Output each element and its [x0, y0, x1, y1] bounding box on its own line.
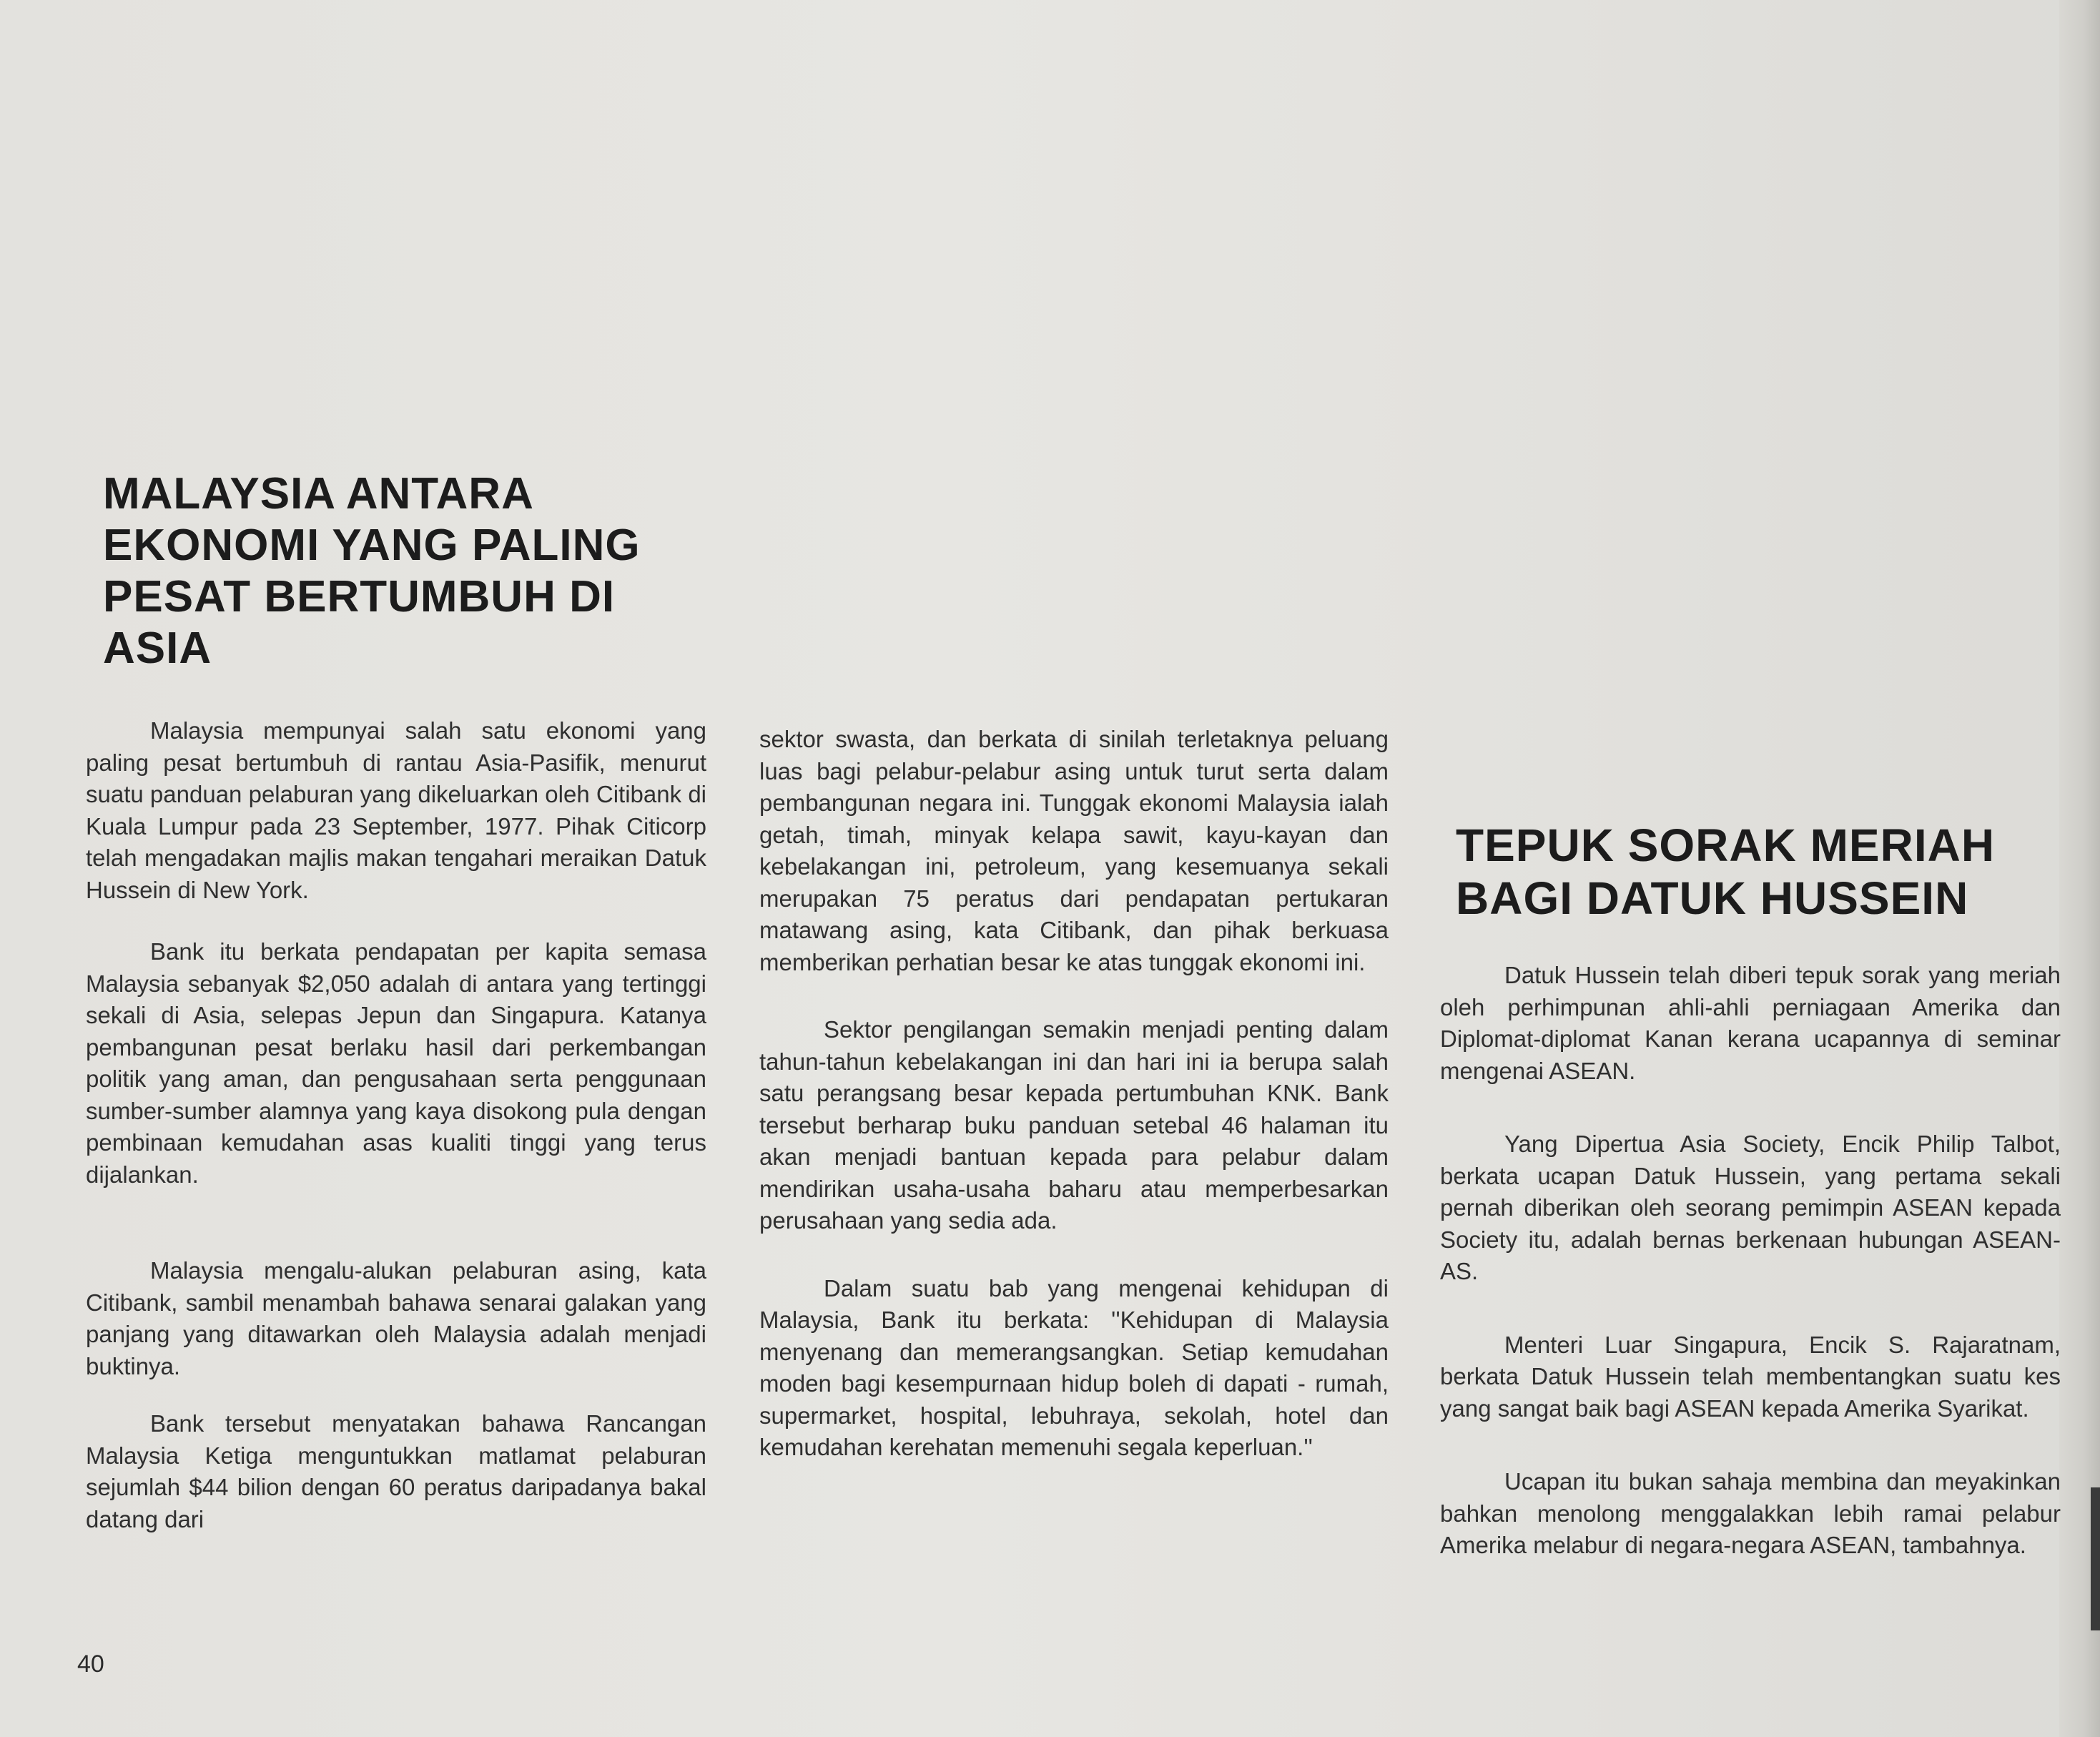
article-paragraph: Bank tersebut menyatakan bahawa Rancangan Malaysia Ketiga menguntukkan matlamat pelaburan sejumlah $44 bilion dengan 60 peratus daripadanya bakal datang dari	[86, 1410, 706, 1532]
side-article-paragraph: Ucapan itu bukan sahaja membina dan meyakinkan bahkan menolong menggalakkan lebih ramai pelabur Amerika melabur di negara-negara ASEAN, tambahnya.	[1440, 1468, 2061, 1558]
article-paragraph: Bank itu berkata pendapatan per kapita semasa Malaysia sebanyak $2,050 adalah di antara yang tertinggi sekali di Asia, selepas Jepun dan Singapura. Katanya pembangunan pesat berlaku hasil dari perkembangan politik yang aman, dan pengusahaan serta penggunaan sumber-sumber alamnya yang kaya disokong pula dengan pembinaan kemudahan asas kualiti tinggi yang terus dijalankan.	[86, 938, 706, 1188]
side-article-paragraph: Datuk Hussein telah diberi tepuk sorak yang meriah oleh perhimpunan ahli-ahli perniagaan Amerika dan Diplomat-diplomat Kanan kerana ucapannya di seminar mengenai ASEAN.	[1440, 962, 2061, 1084]
article-paragraph: sektor swasta, dan berkata di sinilah terletaknya peluang luas bagi pelabur-pelabur asing untuk turut serta dalam pembangunan negara ini. Tunggak ekonomi Malaysia ialah getah, timah, minyak kelapa sawit, kayu-kayan dan kebelakangan ini, petroleum, yang kesemuanya sekali merupakan 75 peratus dari pendapatan pertukaran matawang asing, kata Citibank, dan pihak berkuasa memberikan perhatian besar ke atas tunggak ekonomi ini.	[759, 726, 1389, 975]
page-edge-mark	[2091, 1487, 2100, 1630]
side-article-column	[1440, 960, 2061, 1603]
side-article-paragraph: Yang Dipertua Asia Society, Encik Philip Talbot, berkata ucapan Datuk Hussein, yang pertama sekali pernah diberikan oleh seorang pemimpin ASEAN kepada Society itu, adalah bernas berkenaan hubungan ASEAN-AS.	[1440, 1131, 2061, 1284]
article-paragraph: Sektor pengilangan semakin menjadi penting dalam tahun-tahun kebelakangan ini dan hari ini ia berupa salah satu perangsang besar kepada pertumbuhan KNK. Bank tersebut berharap buku panduan setebal 46 halaman itu akan menjadi bantuan kepada para pelabur dalam mendirikan usaha-usaha baharu atau memperbesarkan perusahaan yang sedia ada.	[759, 1016, 1389, 1234]
article-paragraph: Dalam suatu bab yang mengenai kehidupan di Malaysia, Bank itu berkata: ''Kehidupan di Malaysia menyenang dan memerangsangkan. Setiap kemudahan moden bagi kesempurnaan hidup boleh di dapati - rumah, supermarket, hospital, lebuhraya, sekolah, hotel dan kemudahan kerehatan memenuhi segala keperluan.''	[759, 1274, 1389, 1460]
article-headline: MALAYSIA ANTARA EKONOMI YANG PALING PESAT BERTUMBUH DI ASIA	[103, 469, 641, 673]
side-article-paragraph: Menteri Luar Singapura, Encik S. Rajaratnam, berkata Datuk Hussein telah membentangkan suatu kes yang sangat baik bagi ASEAN kepada Amerika Syarikat.	[1440, 1331, 2061, 1422]
page-fold-edge	[2059, 0, 2100, 1737]
article-column-left	[86, 715, 706, 1600]
page-number: 40	[77, 1650, 104, 1678]
article-paragraph: Malaysia mempunyai salah satu ekonomi yang paling pesat bertumbuh di rantau Asia-Pasifik, menurut suatu panduan pelaburan yang dikeluarkan oleh Citibank di Kuala Lumpur pada 23 September, 1977. Pihak Citicorp telah mengadakan majlis makan tengahari meraikan Datuk Hussein di New York.	[86, 717, 706, 903]
article-column-middle	[759, 724, 1389, 1500]
article-paragraph: Malaysia mengalu-alukan pelaburan asing, kata Citibank, sambil menambah bahawa senarai galakan yang panjang yang ditawarkan oleh Malaysia adalah menjadi buktinya.	[86, 1257, 706, 1379]
side-article-headline: TEPUK SORAK MERIAH BAGI DATUK HUSSEIN	[1456, 820, 1996, 924]
